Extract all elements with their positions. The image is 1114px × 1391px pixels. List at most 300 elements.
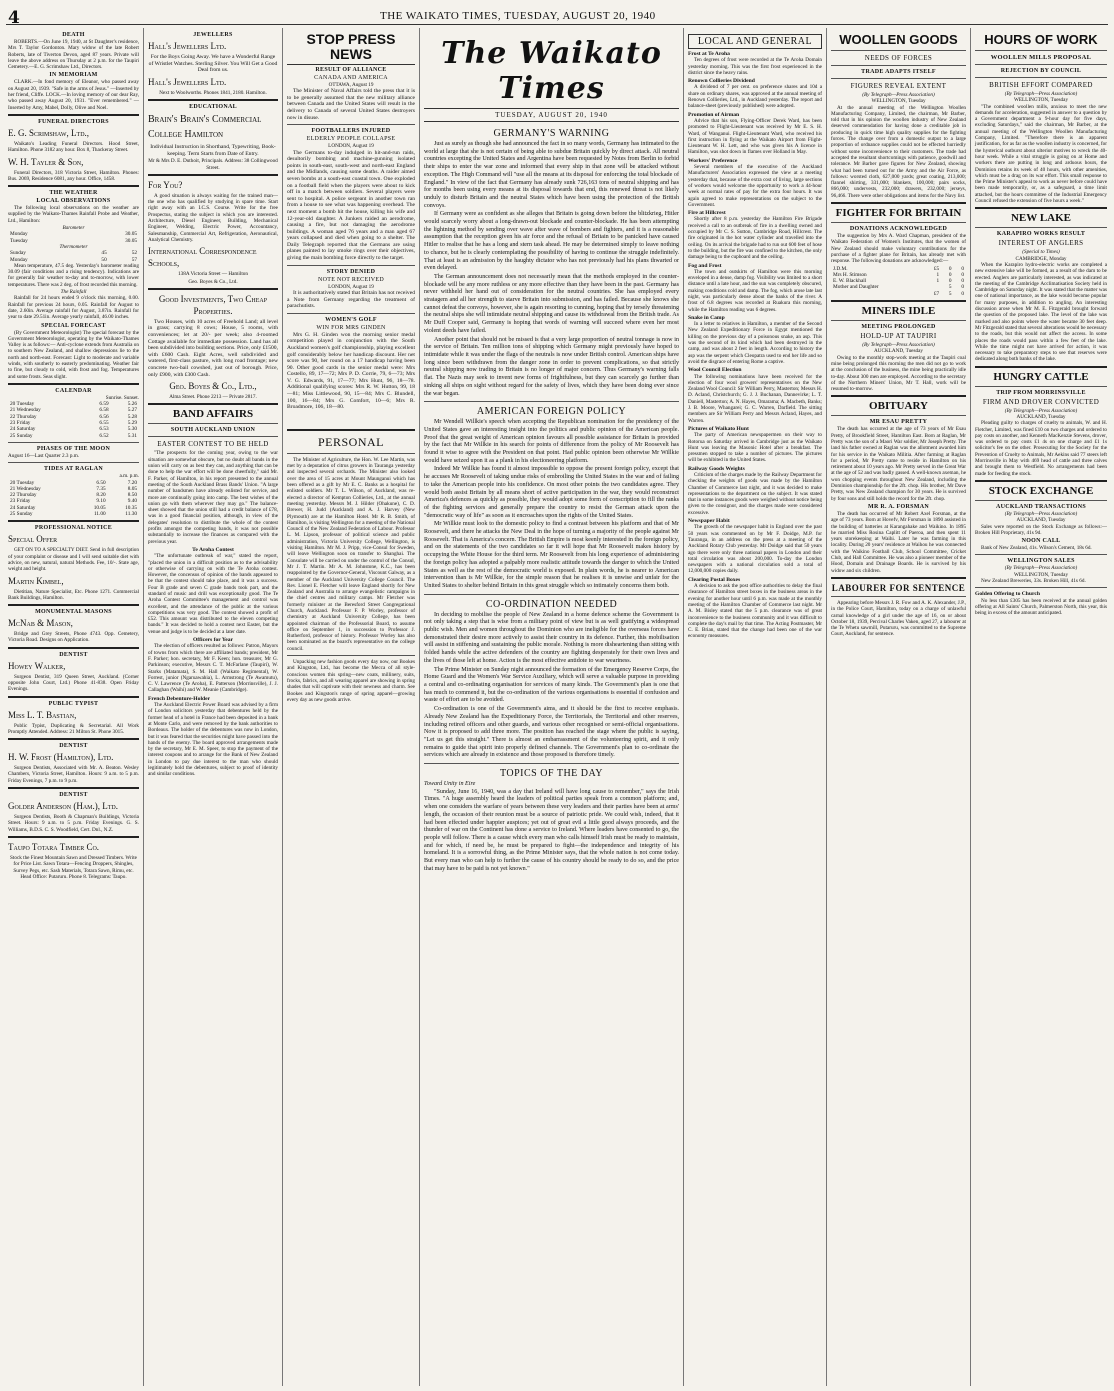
divider — [148, 99, 278, 101]
divider — [975, 227, 1107, 228]
divider — [287, 453, 415, 454]
band-affairs-deck: EASTER CONTEST TO BE HELD — [157, 440, 269, 449]
donations-table — [831, 266, 966, 297]
thermometer-row-cell: 45 — [101, 250, 107, 257]
monumental-ad-name: McNab & Mason, — [8, 618, 73, 629]
local-item-body: Ten degrees of frost were recorded at the Te Aroha Domain yesterday morning. This was the first frost experienced in the district since the heavy rains. — [688, 57, 822, 76]
hours-body: "The combined woollen mills, anxious to meet the new demands for acceleration, suggested in answer to a question by a Government department a 9-hour day for five days, excluding Saturdays," said the chairman, Mr Barber, at the annual meeting of the Wellington Woollen Manufacturing Company, Limited. "Therefore there is an apparent justification, for as far as the woollen industry is concerned, for the hysterical outburst about ulterior motives to wreck the 40-hour week. While a vital struggle is going on at Home and workers there are putting in long and arduous hours, the Dominion retains its week of 40 hours, with other amenities, which must be a drag on its war effort. This small response to the Prime Minister's appeal to work as never before could have been made temporarily, or, as a safeguard, a time limit attached, but the hours committee of the Industrial Emergency Council refused the extension of five hours a week." — [975, 103, 1107, 205]
tide-row-cell: 7.35 — [96, 485, 106, 492]
cattle-byline: (By Telegraph—Press Association) — [1004, 407, 1078, 414]
dentist-ad-name: Golder Anderson (Ham.), Ltd. — [8, 801, 118, 812]
editorial-heading: GERMANY'S WARNING — [493, 128, 610, 139]
local-item-title: Pictures of Waikato Hunt — [688, 425, 749, 432]
weather-subheading: LOCAL OBSERVATIONS — [36, 198, 111, 205]
barometer-row-cell: Tuesday — [10, 237, 28, 244]
funeral-ad-name: W. H. Tayler & Son, — [8, 156, 84, 167]
ics-ad-address: 138A Victoria Street — Hamilton — [178, 271, 248, 278]
golden-offering-heading: Golden Offering to Church — [975, 591, 1041, 598]
donation-row-cell: 0 — [961, 290, 964, 297]
editorial-paragraph: In deciding to mobilise the people of New Zealand in a home defence scheme the Government is not only taking a step that is wise from a military point of view but is as well gratifying a widespread public wish. Men and women throughout the Dominion who are ineligible for the overseas forces have demonstrated their desire more actively to assist their country in its defence. Further, this mobilisation will assist in stiffening and sustaining the public morale. Nothing is more disheartening than sitting with folded hands while the active defenders of the country are fighting desperately for their own lives and the lives of those left at home. Action is the most effective antidote to war weariness. — [424, 611, 679, 664]
calendar-table — [8, 401, 139, 439]
divider — [8, 696, 139, 698]
funeral-ad-text: Waikato's Leading Funeral Directors. Hood Street, Hamilton. Phone 3182 any hour. Box 8, Thackeray Street. — [8, 140, 139, 154]
obituary-sub: MR ESAU PRETTY — [869, 419, 928, 426]
woollen-heading: WOOLLEN GOODS — [839, 32, 958, 47]
thermometer-table — [8, 250, 139, 263]
college-ad-text: Individual Instruction in Shorthand, Typewriting, Book-keeping. Term Starts from Date of Entry. — [150, 144, 276, 157]
stock-body: Sales were reported on the Stock Exchange as follows:— Broken Hill Proprietary, 41s 9d. — [975, 523, 1107, 536]
editorial-paragraph: Mr Willkie must look to the domestic policy to find a contrast between his platform and that of Mr Roosevelt, and there he attacks the New Deal in the hope of turning a majority of the people against Mr Roosevelt. That is America's concern. The British Empire is most keenly interested in the foreign policy, and on the statements of the two candidates so far it will hope that Mr Roosevelt makes history by occupying the White House for the third term. Mr Roosevelt from his long experience of administering the foreign policy has adopted a palpably more realistic attitude towards the danger to which the United States as well as the rest of the democratic world is exposed. In plain words, he is nearer to American intervention than is Mr Willkie, for the simple reason that he realises it is unwise and unfair for the United States to shelter behind Britain in this great struggle which so intimately concerns them both. — [424, 521, 679, 589]
barometer-table — [8, 231, 139, 244]
divider — [424, 401, 679, 402]
death-heading: DEATH — [62, 32, 85, 38]
calendar-row-cell: 5.30 — [127, 426, 137, 433]
donation-row-cell: 1 — [936, 278, 940, 285]
column-6 — [827, 30, 970, 1386]
wellington-sales-heading: WELLINGTON SALES — [1007, 558, 1075, 565]
calendar-row — [8, 433, 139, 439]
calendar-row-cell: 25 Sunday — [10, 432, 33, 439]
land-ad-text: Two Houses, with 10 acres of Freehold Land; all level in grass; carrying 8 cows; House, 5 rooms, with conveniences; let at 20/- per week; also 4-roomed Cottage available for immediate possession. Land has all been subdivided into building sections. Price, only £1500, with £600 Cash. Eight Acres, well subdivided and watered, first-class pasture, with long road frontage; new concrete two-bail cowshed, just out of borough. Price, only £900, with £300 Cash. — [148, 318, 278, 378]
divider — [287, 265, 415, 266]
topics-subheading: Toward Unity in Eire — [424, 781, 476, 788]
column-7 — [971, 30, 1111, 1386]
hours-byline: (By Telegraph—Press Association) — [1004, 91, 1078, 97]
woollen-byline: (By Telegraph—Press Association) — [862, 92, 935, 98]
calendar-row-cell: 6.59 — [99, 401, 109, 408]
divider — [831, 65, 966, 66]
stock-dateline: AUCKLAND, Tuesday — [1016, 517, 1066, 524]
forecast-text: (By Government Meteorologist) The special forecast by the Government Meteorologist, operating by the Waikato-Thames Valley is as follows:— Anti-cyclone extends from Australia on to southern New Zealand, and shallow depressions lie to the north and north-east. Forecast: Light to moderate and variable winds, with southerly to easterly predominating. Weather fair to fine, but cloudy to cold, with frost and fog. Temperatures and some frosts. Seas slight. — [8, 329, 139, 380]
divider — [831, 78, 966, 79]
donation-row-cell: 0 — [961, 265, 964, 272]
tides-heading: TIDES AT RAGLAN — [44, 466, 103, 473]
editorial-paragraph: Co-ordination is one of the Government's aims, and it should be the first to receive emphasis. Already New Zealand has the Expeditionary Force, the Territorials, the Territorial and other reserves, including retired officers and other guards, and various other recognised or semi-official organisations. Now it is proposed to add three more. The position has reached the stage where the public is saying, "Let us get this straight." There is almost an embarrassment of the volunteering spirit, and it only remains to guide that spirit into properly defined channels. The Government's plan to co-ordinate the services which are already in existence and those proposed is therefore timely. — [424, 706, 679, 759]
calendar-row-cell: 23 Friday — [10, 420, 31, 427]
lake-sub: KARAPIRO WORKS RESULT — [996, 231, 1086, 238]
divider — [424, 763, 679, 764]
editorial-heading: AMERICAN FOREIGN POLICY — [476, 406, 627, 418]
french-debenture-body: The Auckland Electric Power Board was advised by a firm of London solicitors yesterday that debentures held by the former head of a hotel in France had been deposited in a bank at Monte Carlo, and were removed by the bank authorities to Bordeaux. The holder of the debentures was now in London, but it was feared that the securities might have passed into the hands of the enemy. The board approved arrangements made by the secretary, Mr E. M. Speer, to stop the payment of the interest coupons and to arrange for the Bank of New Zealand in London to pay due interest to the man who should legitimately hold the debentures, subject to proof of identity and similar conditions. — [148, 702, 278, 778]
rainfall-label: The Rainfall — [60, 289, 87, 296]
divider — [831, 202, 966, 204]
ics-ad-name: International Correspondence Schools, — [148, 246, 257, 269]
jeweller-ad-text: For the Boys Going Away. We have a Wonderful Range of Wristlet Watches. Sterling Silver. You Will Get a Good Deal from us. — [148, 54, 278, 74]
dentist-heading: DENTIST — [59, 651, 88, 658]
hours-sub: BRITISH EFFORT COMPARED — [989, 81, 1093, 89]
divider — [8, 462, 139, 463]
divider — [148, 436, 278, 437]
local-item-title: Workers' Preference — [688, 157, 738, 164]
stop-press-body: The Germans to-day indulged in hit-and-run raids, desultorily bombing and machine-gunning isolated points in south-east, south-west and north-east England and the Midlands, causing some deaths. A raider aimed seven bombs at a south-east coastal town. One exploded on a football field when the players were about to kick off in a match between soldiers. Several players were sent to hospital. A police sergeant in another town ran from a house to see what was happening overhead. The next moment a bomb hit the house, killing his wife and 12-year-old daughter. A Junkers raided an aerodrome, causing a fire, but not damaging the aerodrome buildings. A woman aged 76 years and a man aged 67 years collapsed and died when going to a shelter. The Daily Telegraph reported that the Germans are using planes painted to lay smoke rings over their objectives, giving the main bombing force directly to the target. — [287, 149, 415, 262]
calendar-row-cell: 6.58 — [99, 407, 109, 414]
cattle-heading: HUNGRY CATTLE — [993, 370, 1089, 383]
obituary-sub: MR R. A. FORSMAN — [868, 503, 929, 510]
funeral-heading: FUNERAL DIRECTORS — [38, 118, 109, 125]
donation-row-cell: 5 — [948, 284, 952, 291]
local-item-body: The following nominations have been received for the election of four wool growers' representatives on the New Zealand Wool Council: Sir William Perry, Masterton; Messrs H. D. Acland, Christchurch; G. J. J. Buchanan, Dannevirke; L. T. Daniell, Masterton; A. N. Hayes, Omarama; A. Macbeth, Banks; J. B. Moore, Whangarei; G. C. Warren, Darfield. The sitting members are Sir William Perry and Messrs Acland, Hayes, and Warren. — [688, 373, 822, 424]
donation-row-cell: 5 — [948, 290, 952, 297]
funeral-ad-text: Funeral Directors, 318 Victoria Street, Hamilton. Phones: Bus. 2069, Residence 6081, any hour. Office, 1458. — [8, 169, 139, 182]
hours-heading: HOURS OF WORK — [984, 32, 1098, 47]
tide-row-cell: 8.05 — [127, 485, 137, 492]
divider — [8, 520, 139, 522]
memoriam-heading: IN MEMORIAM — [49, 72, 98, 79]
jeweller-ad-text: Next to Woolworths. Phones 1841, 2180. Hamilton. — [159, 89, 267, 96]
college-ad-contact: Mr & Mrs D. E. Duthoit, Principals. Address: 38 Collingwood Street. — [148, 158, 278, 171]
tide-row-cell: 25 Sunday — [10, 511, 33, 518]
editorial-paragraph: Indeed Mr Willkie has found it almost impossible to oppose the present foreign policy, except that he accuses Mr Roosevelt of taking undue risks of embroiling the United States in the war and of failing to take the American people into his confidence. On most other points the two candidates agree. They would both assist Britain by all means short of active participation in the war, they would reconstruct America's defences as quickly as possible, they would adopt some form of conscription to fill the ranks of the fighting services and generally prepare the country to resist the German attack upon the "democratic way of life" as soon as it encroaches upon the rights of the United States. — [424, 466, 679, 519]
column-2 — [144, 30, 282, 1386]
divider — [287, 429, 415, 431]
divider — [831, 50, 966, 51]
local-item-body: A decision to ask the post office authorities to delay the final clearance of Hamilton street boxes in the business areas in the evening for another hour until 6 p.m. was made at the monthly meeting of the Hamilton Chamber of Commerce last night. Mr A. M. Bisley stated that the 5 p.m. clearance was of great inconvenience to the business community and it was difficult to complete the day's mail by that time. The Acting Postmaster, Mr C. E. Brian, stated that the change had been one of the war economy measures. — [688, 583, 822, 640]
divider — [975, 500, 1107, 501]
calendar-heading: CALENDAR — [55, 387, 92, 394]
local-item-title: Promotion of Airman — [688, 111, 740, 118]
ics-ad-head: For You? — [148, 179, 183, 190]
divider — [975, 366, 1107, 368]
band-affairs-crosshead: Te Aroha Contest — [192, 546, 234, 553]
newspaper-title: The Waikato Times — [441, 36, 662, 106]
dentist-heading: DENTIST — [59, 743, 88, 750]
band-affairs-body: "The prospects for the coming year, owing to the war situation are somewhat obscure, but no doubt all bands in the union will carry on as best they can, and anything that can be done to help the war effort will be done cheerfully," said Mr. F. Parker, of Hamilton, in his report presented to the annual meeting of the South Auckland Brass Bands' Union. "A large number of bandsmen have already enlisted for service, and more are continually going into camp. The best wishes of the union go with them wherever they may go." The balance-sheet showed that the union still had a credit balance of £78, was in a good financial position, although, in view of the delegates' resolution to distribute the whole of the contest profits amongst the competing bands, it was not possible substantially to increase the finances as compared with the previous year. — [148, 450, 278, 545]
cattle-sub: TRIP FROM MORRINSVILLE — [996, 389, 1086, 396]
masthead — [0, 0, 1114, 26]
divider — [148, 174, 278, 176]
local-item-body: Several members of the executive of the Auckland Manufacturers' Association expressed the view at a meeting yesterday that, because of the extra cost of living, large sections of workers would welcome the opportunity to work a 44-hour week at normal rates of pay for the extra four hours. It was again agreed to make representations on the subject to the Government. — [688, 164, 822, 208]
woollen-dateline: WELLINGTON, Tuesday — [871, 98, 926, 105]
timber-ad-name: Taupo Totara Timber Co. — [8, 841, 100, 852]
stop-press-item-sub: WIN FOR MRS GINDEN — [316, 324, 386, 331]
moon-phase-time: 2.3 p.m. — [62, 452, 80, 459]
barometer-row-cell: Monday — [10, 231, 28, 238]
local-item-title: Snake in Camp — [688, 314, 725, 321]
jewellers-heading: JEWELLERS — [193, 32, 233, 38]
thermometer-label: Thermometer — [59, 243, 88, 250]
band-affairs-crosshead: Officers for Year — [192, 637, 234, 644]
tide-row-cell: 9.10 — [96, 498, 106, 505]
stop-press-item-sub: NOTE NOT RECEIVED — [318, 276, 384, 283]
divider — [831, 320, 966, 321]
lake-body: When the Karapiro hydro-electric works are completed a new extensive lake will be formed, as a result of the dam to be erected. Anglers are particularly interested, as was indicated at the meeting of the Cambridge Acclimatisation Society held in Cambridge on Saturday night. It was stated that the matter was one of national importance, as the lake would become popular for many purposes, in addition to angling. An interesting discussion arose when Mr M. E. Fitzgerald brought forward the question of the proposed lake. The level of the lake was marked and also points where the water became 30 feet deep. Mr Fitzgerald stated that several alterations would be necessary to the roads, but this would not affect the access. In some places the roads would pass within a few feet of the lake. While the time might not have arrived for action, it was necessary to take preparatory steps to see that reserves were dedicated along both banks of the lake. — [975, 261, 1107, 363]
column-5 — [684, 30, 826, 1386]
professional-heading: PROFESSIONAL NOTICE — [34, 525, 113, 532]
jeweller-ad-name: Hall's Jewellers Ltd. — [148, 41, 227, 51]
calendar-row-cell: 6.56 — [99, 413, 109, 420]
hours-dateline: WELLINGTON, Tuesday — [1013, 97, 1069, 104]
fighter-sub: DONATIONS ACKNOWLEDGED — [849, 226, 948, 233]
miners-body: Owing to the monthly stop-work meeting at the Taupiri coal mine being prolonged this morning the men did not go to work at the conclusion of the business, the mine being practically idle to-day. About 300 men are employed. According to the secretary of the Northern Miners' Union, Mr T. Hall, work will be resumed to-morrow. — [831, 354, 966, 393]
column-3 — [283, 30, 419, 1386]
tide-row-cell: 11.00 — [93, 511, 106, 518]
divider — [8, 442, 139, 443]
land-ad-title: Good Investments, Two Cheap Properties. — [158, 293, 268, 316]
editorial-heading: CO-ORDINATION NEEDED — [485, 598, 618, 610]
stop-press-body: Mrs G. H. Ginden won the morning senior medal competition played in conjunction with the South Auckland women's golf championship, playing excellent golf considerably below her handicap discount. Her net score was 90, her round on a 17 handicap having been 90. Other good cards in the senior medal were: Mrs Costello, 89, 17—72; Mrs P. D. Corrie, 79, 6—73; Mrs V. G. Edwards, 91, 17—77; Mrs Hunt, 96, 18—78. Additional qualifying scores: Mrs R. W. Hutton, 99, 18—81; Miss Littlewood, 90, 15—84; Mrs C. Blundell, 100, 16—84; Mrs G. Comfort, 10—6; Mrs R. Broadmore, 106, 18—80. — [287, 331, 415, 411]
tide-row-cell: 20 Tuesday — [10, 479, 35, 486]
stop-press-item-title: WOMEN'S GOLF — [325, 316, 377, 323]
page-number: 4 — [8, 8, 20, 28]
calendar-row-cell: 5.31 — [127, 432, 137, 439]
barometer-row-cell: 30.05 — [125, 231, 137, 238]
stop-press-body: The Minister of Naval Affairs told the press that it is to be generally assumed that the new military alliance between Canada and the United States will result in the delivery to Canada of several United States destroyers now in disuse. — [287, 88, 415, 121]
divider — [975, 207, 1107, 209]
labourer-body: Appearing before Messrs J. R. Fow and A. K. Alexander, J.P., in the Police Court, Hamilton, today on a charge of unlawful carnal knowledge of a girl under the age of 16, on or about October 18, 1939, Percival Charles Vaken, aged 27, a labourer at the Te Whetu sawmill, Putaruru, was committed to the Supreme Court, Auckland, for sentence. — [831, 599, 966, 638]
editorial-body — [424, 419, 679, 590]
barometer-row-cell: 30.05 — [125, 237, 137, 244]
tide-row-cell: 23 Friday — [10, 498, 31, 505]
death-notice: ROBERTS.—On June 19, 1940, at St Daughter's residence, Mrs T. Taylor Gordonton. Mary widow of the late Robert Roberts, late of Tiverton Devon, aged 87 years. Private will leave the above address on Thursday at 2 p.m. for the Taupiri Cemetery.—E. G. Scrimshaw Ltd., Directors. — [8, 39, 139, 71]
land-ad-head: Geo. Boyes & Co., Ltd. — [188, 278, 238, 285]
stop-press-dateline: LONDON, August 19 — [328, 283, 374, 290]
tide-row-cell: 22 Thursday — [10, 492, 37, 499]
tide-row-cell: 7.20 — [127, 479, 137, 486]
divider — [287, 313, 415, 314]
thermometer-note: Mean temperature, 47.5 deg. Yesterday's barometer reading 30.09 (fair conditions and a rising tendency). Indications are for generally fair weather to-day and to-morrow, with lower temperatures. There was 2 deg. of frost recorded this morning. — [8, 262, 139, 288]
page-header: THE WAIKATO TIMES, TUESDAY, AUGUST 20, 1940 — [380, 10, 656, 22]
lake-sub: INTEREST OF ANGLERS — [998, 239, 1084, 248]
prof-ad-name: Special Offer — [8, 534, 58, 545]
donation-row-cell: £7 — [933, 290, 940, 297]
divider — [831, 222, 966, 223]
funeral-ad-name: E. G. Scrimshaw, Ltd., — [8, 127, 90, 138]
monumental-heading: MONUMENTAL MASONS — [35, 609, 112, 616]
local-item-body: A dividend of 7 per cent. on preference shares and 10d a share on ordinary shares, was approved at the annual meeting of Renown Collieries, Ltd., in Auckland yesterday. The report and balance-sheet (previously published) were adopted. — [688, 84, 822, 110]
monumental-ad-text: Bridge and Grey Streets, Phone 4743. Opp. Cemetery, Victoria Road. Designs on Application. — [8, 631, 139, 644]
thermometer-row-cell: 50 — [101, 256, 107, 263]
wellington-body: New Zealand Breweries, 33s. Broken Hill, 41s 6d. — [981, 578, 1086, 585]
college-ad-name: Brain's Brain's Commercial College Hamilton — [148, 114, 262, 141]
column-1 — [4, 30, 143, 1386]
local-item-title: Fog and Frost — [688, 262, 722, 269]
divider — [831, 596, 966, 597]
editorial-paragraph: Just as surely as though she had announced the fact in so many words, Germany has intimated to the world at large that she is not certain of being able to subdue Britain quickly by direct attack. All neutral countries excepting the United States and Argentina have been requested by Notes from Berlin to forbid their ships to enter the war zone and informed that every ship in that zone will be attacked without exception. The High Command will "use all the means at its disposal for enforcing the total blockade of England." In view of the fact that Germany has already sunk 726,163 tons of neutral shipping and has for months been using every means at its disposal towards that end, this renewed threat is not likely unduly to disturb Britain and the neutral States which have been using the protection of the British convoys. — [424, 141, 679, 209]
local-item-title: Clearing Postal Boxes — [688, 576, 741, 583]
topics-heading: TOPICS OF THE DAY — [499, 768, 604, 780]
miners-dateline: AUCKLAND, Tuesday — [874, 348, 923, 355]
divider — [975, 77, 1107, 78]
miners-sub: MEETING PROLONGED — [861, 324, 936, 331]
stop-press-dateline: OTTAWA, August 19 — [328, 82, 374, 88]
weather-intro: The following local observations on the weather are supplied by the Waikato-Thames Rainfall Probe and Weather, Ltd., Hamilton: — [8, 205, 139, 224]
hours-sub: REJECTION BY COUNCIL — [1000, 68, 1082, 74]
personal-heading: PERSONAL — [317, 434, 384, 449]
local-general-list — [688, 51, 822, 640]
divider — [975, 554, 1107, 555]
prof-ad-name: Martin Kimbel, — [8, 575, 64, 586]
divider — [287, 124, 415, 125]
local-item-title: Newspaper Habit — [688, 518, 730, 525]
woollen-sub: FIGURES REVEAL EXTENT — [850, 82, 947, 90]
moon-phase-label: August 16—Last Quarter — [8, 452, 61, 459]
obituary-body: The death has occurred of Mr Robert Axel Forsman, at the age of 73 years. Born at Hovefv, Mr Forsman in 1890 assisted in the building of batteries at Karangahake and Waikino. In 1895 he married Miss Rosina Caplitt of Paeroa, and then spent 11 years storekeeping at Waihi. Later he was farming in this locality. During 20 years' residence at Waihou he was connected with the Waikino Football Club, School Committee, Cricket Club, and Hall Committee. He was also a pioneer member of the Hood, Domain and Drainage Boards. He is survived by his widow and six children. — [831, 510, 966, 574]
land-ad-address: Alma Street. Phone 2213 — Private 2817. — [169, 394, 257, 401]
stop-press-item-title: FOOTBALLERS INJURED — [311, 128, 391, 135]
french-debenture-heading: French Debenture-Holder — [148, 695, 211, 702]
editorial-body — [424, 612, 679, 760]
moon-phase — [8, 453, 139, 459]
divider — [831, 395, 966, 397]
stop-press-item-sub: ELDERLY PEOPLE COLLAPSE — [306, 136, 396, 143]
donation-row-cell: 0 — [961, 271, 964, 278]
fashion-notice: Unpacking new fashion goods every day now, our Bookes and Kingston, Ltd., has become the Mecca of all style-conscious women this spring—new coats, millinery, suits, frocks, fabrics, and all wearing apparel are showing in spring shades that will captivate with their newness and charm. See Bookes and Kingston's range of spring apparel—growing every day as new goods arrive. — [287, 659, 415, 703]
local-general-heading: LOCAL AND GENERAL — [688, 34, 822, 49]
thermometer-row-cell: Sunday — [10, 250, 26, 257]
divider — [8, 647, 139, 649]
labourer-heading: LABOURER FOR SENTENCE — [831, 582, 966, 593]
cattle-sub: FIRM AND DROVER CONVICTED — [982, 397, 1100, 406]
local-item-title: Railway Goods Weights — [688, 465, 745, 472]
local-item-title: Renown Collieries Dividend — [688, 78, 755, 85]
editorial-paragraph: If Germany were as confident as she alleges that Britain is going down before the blitzkrieg, Hitler would scarcely worry about a long-drawn-out blockade and counter-blockade. He has been attempting the lightning method by sending over wave after wave of bombers and fighters, and it is a reasonable assumption that the reception given his air force and the refusal of Britain to be panicked have caused Hitler to realise that he has a long and stern task ahead. He may be determined simply to leave nothing to chance, but he is clearly contemplating the possibility of having to continue the struggle indefinitely. That at least is an admission by the haughty dictator who has not previously had his plans thwarted or even delayed. — [424, 211, 679, 272]
donation-row-cell: E. W. Blackhall — [833, 278, 867, 285]
dentist-ad-name: H. W. Frost (Hamilton), Ltd. — [8, 752, 114, 763]
donation-row-cell: Mrs H. Stimson — [833, 271, 867, 278]
cattle-body: Pleading guilty to charges of cruelty to animals, W. and H. Fletcher, Limited, was fined £10 on two charges and ordered to pay costs on another, and Kenneth MacKenzie Stevens, drover, was ordered to pay costs £1 4s on one charge and £1 1s solicitor's fee on the other. Prosecuting for the Society for the Prevention of Cruelty to Animals, Mr Aekins said 77 steers left Morrinsville in May with 469 head of cattle and three calves and brought them to Westfield. No arrangements had been made for feeding the stock. — [975, 420, 1107, 477]
moon-heading: PHASES OF THE MOON — [36, 445, 111, 452]
stock-sub: AUCKLAND TRANSACTIONS — [995, 503, 1087, 510]
divider — [975, 587, 1107, 588]
divider — [8, 604, 139, 606]
calendar-row-cell: 5.29 — [127, 420, 137, 427]
weather-heading: THE WEATHER — [49, 190, 98, 197]
miners-heading: MINERS IDLE — [861, 305, 936, 318]
stop-press-body: It is authoritatively stated that Britain has not received a Note from Germany regarding the treatment of parachutists. — [287, 289, 415, 310]
tide-row-cell: 9.40 — [127, 498, 137, 505]
calendar-row-cell: 24 Saturday — [10, 426, 36, 433]
land-ad-name: Geo. Boyes & Co., Ltd., — [169, 381, 257, 392]
divider — [831, 577, 966, 579]
donation-row-cell — [831, 291, 924, 297]
local-item-title: Wool Council Election — [688, 367, 742, 374]
personal-body: The Minister of Agriculture, the Hon. W. Lee Martin, was met by a deputation of citrus growers in Tauranga yesterday and inspected several orchards. The Minister also looked over the area of 15 acres at Mount Maunganui which has been offered as a gift by Mr E. C. Banks as a hospital for enlisted soldiers. Mr T. L. Wilson, of Auckland, was re-elected a director of Kempton Collieries, Ltd., at the annual meeting yesterday. Messrs M. J. Hilder (Ohakune), C. D. Brewer, H. Judd (Auckland) and A. J. Harvey (New Plymouth) are at the Hamilton Hotel. Mr R. B. Smith, of Hamilton, is visiting Wellington for a meeting of the National Council of the New Zealand Federation of Labour. Professor L. M. Lipson, professor of political science and public administration, Victoria University College, Wellington, is visiting Hamilton. Mr M. J. Pripp, vice-Consul for Sweden, will leave Wellington soon on transfer to Shanghai. The Consulate will be carried on under the control of the Consul, Mr J. T. Martin. Mr A. M. Johnstone, K.C., has been reappointed by the Governor-General, Viscount Galway, as a member of the Auckland University College Council. The Rev. Lionel E. Fletcher will leave England shortly for New Zealand and Australia to arrange evangelistic campaigns in the chief centres and military camps. Mr Fletcher was formerly minister at the Beresford Street Congregational Church, Auckland. Professor F. P. Worley, professor of chemistry at Auckland University College, has been appointed chairman of the Professorial Board, to assume office on September 1, in succession to Professor J. Rutherford, professor of history. Professor Worley has also been nominated as the board's representative on the college council. — [287, 456, 415, 652]
local-item-body: Advice that his son, Flying-Officer Derek Ward, has been promoted to Flight-Lieutenant was received by Mr E. S. H. Ward, of Wanganui. Flight-Lieutenant Ward, who received his first instruction in flying at the Waikato Airport from Flight-Lieutenant W. H. Lett, and who was given his A licence in Hamilton, was shot down in flames over Holland in May. — [688, 117, 822, 156]
divider — [831, 300, 966, 302]
local-item-title: Frost at Te Aroha — [688, 51, 730, 57]
jeweller-ad-name: Hall's Jewellers Ltd. — [148, 76, 227, 87]
hours-sub: WOOLLEN MILLS PROPOSAL — [990, 54, 1092, 61]
band-affairs-body: "The unfortunate outbreak of war," stated the report, "placed the union in a difficult position as to the advisability or otherwise of carrying on with the Te Aroha contest. However, the concensus of opinion of the bands appeared to be that the contest should take place, and it was a success. Four B grade and seven C grade bands took part, and the standard of music and drill was exceptionally good. The Te Aroha Contest Committee's management and control was excellent, and the attendance of the public at the various competitions was very good. The contest showed a profit of £52. This amount was distributed to the eleven competing bands." It was decided to hold a contest next Easter, but the venue and judge is to be decided at a later date. — [148, 553, 278, 635]
tide-row-cell: 8.50 — [127, 492, 137, 499]
donation-row-cell: 0 — [961, 284, 964, 291]
golden-offering-body: No less than £305 has been received at the annual golden offering at All Saints' Church, Palmerston North, this year, this being in excess of the amount anticipated. — [975, 597, 1107, 617]
local-item-title: Fire at Hillcrest — [688, 210, 726, 217]
editorial-paragraph: The Prime Minister on Sunday night announced the formation of the Emergency Reserve Corps, the Home Guard and the Women's War Service Auxiliary, which will serve a valuable purpose in providing a central and co-ordinating organisation for services of many kinds. The Government's plan is one that has much to commend it, but the co-ordination of the various organisations is essential if confusion and waste of effort are to be avoided. — [424, 666, 679, 704]
divider — [148, 403, 278, 405]
tide-row-cell: 6.50 — [96, 479, 106, 486]
prof-ad-text: Dietitian, Nature Specialist, Etc. Phone 1271. Commercial Bank Buildings, Hamilton. — [8, 588, 139, 601]
cattle-dateline: AUCKLAND, Tuesday — [1016, 413, 1066, 420]
obituary-heading: OBITUARY — [869, 400, 928, 413]
tides-col-head: a.m. p.m. — [119, 473, 139, 480]
divider — [975, 50, 1107, 51]
stop-press-heading: STOP PRESS NEWS — [287, 32, 415, 65]
timber-ad-text: Stock the Finest Mountain Sawn and Dressed Timbers. Write for Price List. Sawn Totara—Fencing Droppers, Shingles, Survey Pegs, etc. Sash Materials, Totara Sawn, Rimu, etc. Head Office: Putaruru. Phone 8. Telegrams: Taupo. — [10, 854, 137, 880]
donation-row — [831, 291, 966, 297]
memoriam-notice: CLARK.—In fond memory of Eleanor, who passed away on August 20, 1939. "Safe in the arms of Jesus." —Inserted by her friend, Cliffe. LOCK.—In loving memory of our dear Ray, who passed away August 20, 1931. "Ever remembered." —Inserted by Amy, Mabel, Dolly, Olive and Noel. — [8, 79, 139, 111]
divider — [8, 738, 139, 740]
divider — [8, 114, 139, 116]
woollen-sub: TRADE ADAPTS ITSELF — [861, 69, 936, 75]
editorial-paragraph: The German announcement does not necessarily mean that the methods employed in the counter-blockade will be any more ruthless or any more effective than they have been in the past. Germany has never withheld her hand out of consideration for the neutral countries. She has employed every stratagem and all her strength to starve Britain into submission, and has failed. Because she knows she cannot defeat the convoys, however, she is again resorting to cunning, hoping that by tersely threatening the neutral ships she will intimidate neutral shipping and cause its withdrawal from the British trade. As Mr Duff Cooper said, Germany is hoping that words of warning will succeed where even her most violent deeds have failed. — [424, 273, 679, 334]
editorial-dateline: TUESDAY, AUGUST 20, 1940 — [424, 108, 679, 122]
stock-noon-heading: NOON CALL — [1021, 538, 1061, 545]
stock-heading: STOCK EXCHANGE — [988, 484, 1094, 497]
donation-row-cell: Mother and Daughter — [833, 284, 879, 291]
fighter-heading: FIGHTER FOR BRITAIN — [835, 207, 962, 220]
wellington-dateline: WELLINGTON, Tuesday — [1013, 571, 1069, 578]
obituary-body: The death has occurred at the age of 73 years of Mr Esau Pretty, of Brookfield Street, Hamilton East. Born at Raglan, Mr Pretty was the son of a Maori War soldier, Mr Joseph Pretty. The land his father owned at Raglan was the allotment awarded him for his service in the Waikato Militia. After farming at Raglan for a period, Mr Pretty came to reside in Hamilton on his retirement about 10 years ago. Mr Pretty served in the Great War at the age of 52 and was badly gassed. A well-known axeman, he won chopping events throughout New Zealand, including the Dominion championship for the 2ft. chop. His brother, Mr Dave Pretty, was New Zealand champion for 30 years. He is survived by four sons and still holds the record for the 2ft. chop. — [831, 426, 966, 502]
column-4-editorial — [420, 30, 683, 1386]
calendar-row-cell: 6.53 — [99, 426, 109, 433]
local-item-body: Shortly after 8 p.m. yesterday the Hamilton Fire Brigade received a call to an outbreak of fire in a dwelling owned and occupied by Mr C. S. Sutton, Cambridge Road, Hillcrest. The fire originated in the hot water cylinder and travelled into the ceiling. On its arrival the brigade had to run out 600 feet of hose to the building, but the fire was confined to the kitchen, the only damage being to the cupboard and the ceiling. — [688, 216, 822, 261]
divider — [8, 383, 139, 385]
donation-row-cell: 0 — [948, 271, 952, 278]
prof-ad-text: GET ON TO A SPECIALTY DIET. Send in full description of your complaint or disease and I will send suitable diet with advice, on new, natural, natural Methods. Fee, 10/-. State age, weight and height. — [8, 547, 139, 573]
stock-byline: (By Telegraph—Press Association) — [1004, 510, 1078, 517]
lake-byline: (Special to Times) — [1022, 249, 1060, 256]
calendar-row-cell: 6.52 — [99, 432, 109, 439]
topics-body: "Sunday, June 16, 1940, was a day that Ireland will have long cause to remember," says the Irish Times. "A huge assembly heard the leaders of political parties speak from a common platform; and, when one considers the warfare of years between these very leaders and their parties have been at arms' length, the occasion of their reunion must be a source of patriotic pride. We could wish, indeed, that it had been effected under happier auspices; yet out of great evil a little good always proceeds, and the thunder of war on the Continent has done a service to Ireland. Where leaders have consented to go, the people will follow. There is a cause which every man who calls himself Irish must be ready to maintain, and for which, if need be, he must be prepared to fight—the independence and integrity of his homeland. It is a sorrowful thing, as the Prime Minister says, that the whole nation is not come today. But every man who can help to further the cause of his country should be ready to do so, and the price that may have to be paid is not yet known." — [424, 788, 679, 872]
lake-heading: NEW LAKE — [1010, 212, 1071, 225]
local-item-body: Criticism of the charges made by the Railway Department for checking the weights of goods was made by the Hamilton Chamber of Commerce last night, and it was decided to make representations to the department on the subject. It was stated that in some instances goods were weighed without notice being given to the consignor, and the charges made were considered excessive. — [688, 472, 822, 516]
stop-press-item-title: RESULT OF ALLIANCE — [315, 67, 387, 73]
wellington-byline: (By Telegraph—Press Association) — [1004, 565, 1078, 572]
calendar-col-head: Sunrise. Sunset. — [105, 394, 139, 401]
rainfall-text: Rainfall for 24 hours ended 9 o'clock this morning, 0.00. Rainfall for previous 24 hours, 0.05. Rainfall for August to date, 2.60in. Average rainfall for August, 3.87in. Rainfall for year to date 29.51in. Average yearly rainfall, 46.00 inches. — [8, 295, 139, 321]
local-item-body: The town and outskirts of Hamilton were this morning enveloped in a dense, damp fog. Visibility was limited to a short distance until a late hour, and the sun was completely obscured, making conditions cold and damp. The fog, which arose late last night, was particularly dense about the banks of the river. A frost of 6.8 degrees was recorded at Ruakura this morning, while the Hamilton reading was 6 degrees. — [688, 268, 822, 313]
miners-byline: (By Telegraph—Press Association) — [862, 342, 935, 349]
lake-dateline: CAMBRIDGE, Monday — [1015, 255, 1067, 262]
woollen-body: At the annual meeting of the Wellington Woollen Manufacturing Company, Limited, the chairman, Mr Barber, told that in his opinion the woollen industry of New Zealand deserved commendation for having done a creditable job in producing in quick time high quality supplies for the fighting forces. The change over from a domestic output to a large proportion of ordnance supplies could not be effected hurriedly without some inconvenience to their customers. The trade had accepted the resultant shortcomings with patience, goodwill and tolerance. Mr Barber gave figures for New Zealand, showing what had been turned out for the Army and the Air Force, as follows: worsted cloth, 627,000 yards; great coating, 213,000; flannel shirting, 331,000; blankets, 100,000; pairs socks, 866,000; undervests, 232,000; drawers, 232,000; jerseys, 96,466. There were other obligations and items for the Navy list. — [831, 104, 966, 199]
divider — [975, 386, 1107, 387]
stop-press-item-sub: CANADA AND AMERICA — [314, 75, 388, 81]
tide-row-cell: 8.20 — [96, 492, 106, 499]
calendar-row-cell: 22 Thursday — [10, 413, 37, 420]
divider — [8, 787, 139, 789]
editorial-paragraph: Another point that should not be missed is that a very large proportion of neutral tonnage is now in the service of Britain. Ten million tons of shipping which Germany might previously have hoped to intimidate while it was under the flags of the neutrals is now under British control. American ships have long since been withdrawn from the danger zone in order to prevent complications, so that strictly neutral shipping now trading to Britain is no longer of major concern. Thus Germany's warning falls flat. The Nazis may seek to invent new forms of frightfulness, but they can scarcely go further than sinking all ships on sight without regard for the safety of lives, which they have been doing ever since the war began. — [424, 336, 679, 397]
local-item-body: In a letter to relatives in Hamilton, a member of the Second New Zealand Expeditionary Force in Egypt mentioned the killing on the previous day of a poisonous snake, an asp. This was the second of its kind which had been destroyed in the camp, and was about 2 feet in length. According to history the asp was the serpent which Cleopatra used to end her life and so avoid the disgrace of entering Rome a captive. — [688, 321, 822, 365]
thermometer-row-cell: Monday — [10, 256, 28, 263]
divider — [148, 423, 278, 424]
donation-row-cell: 0 — [948, 278, 952, 285]
divider — [831, 415, 966, 416]
forecast-heading: SPECIAL FORECAST — [41, 322, 106, 329]
donation-row-cell: J.D.M. — [833, 265, 848, 272]
dentist-ad-text: Surgeon Dentists, Associated with Mr. A. Beaton. Wesley Chambers, Victoria Street, Hamilton. Hours: 9 a.m. to 5 p.m. Friday Evenings, 7 p.m. to 9 p.m. — [8, 765, 139, 784]
tide-row-cell: 10.35 — [125, 504, 137, 511]
divider — [975, 480, 1107, 482]
thermometer-row-cell: 52 — [131, 250, 137, 257]
header-rule — [6, 24, 1108, 25]
stop-press-dateline: LONDON, August 19 — [328, 143, 374, 150]
local-item-body: The growth of the newspaper habit in England over the past 50 years was commented on by Mr F. Doidge, M.P. for Tauranga, in an address on the press at a meeting of the Auckland Rotary Club yesterday. Mr Doidge said that 50 years ago there were only three national papers in London and their total circulation was about 200,000. To-day the London newspapers with a national circulation sold a total of 12,000,000 copies daily. — [688, 524, 822, 575]
editorial-paragraph: Mr Wendell Willkie's speech when accepting the Republican nomination for the presidency of the United States gave an interesting insight into the politics and public opinion of the American people. Proof that the great weight of American opinion favours all possible assistance for Britain is provided by the fact that Mr Willkie in his search for points of difference from the policy of Mr Roosevelt has found it wise to agree with the President on that point. Had public opinion been otherwise Mr Willkie would have seized upon it as a plank in his electioneering platform. — [424, 419, 679, 464]
tides-table — [8, 480, 139, 518]
band-affairs-subheading: SOUTH AUCKLAND UNION — [170, 427, 256, 434]
local-item-body: The party of American newspapermen on their way to Rotorua on Saturday arrived in Cambridge just as the Waikato Hunt was leaving the Masonic Hotel after a breakfast. The pressmen stopped to take a number of pictures. The pictures will be exhibited in the United States. — [688, 432, 822, 464]
calendar-row-cell: 5.28 — [127, 413, 137, 420]
divider — [8, 836, 139, 838]
divider — [8, 185, 139, 187]
tide-row-cell: 10.05 — [93, 504, 106, 511]
band-affairs-heading: BAND AFFAIRS — [172, 408, 254, 421]
tide-row-cell: 21 Wednesday — [10, 485, 41, 492]
educational-heading: EDUCATIONAL — [189, 104, 237, 111]
stop-press-item-title: STORY DENIED — [326, 268, 376, 275]
tide-row-cell: 11.30 — [125, 511, 137, 518]
